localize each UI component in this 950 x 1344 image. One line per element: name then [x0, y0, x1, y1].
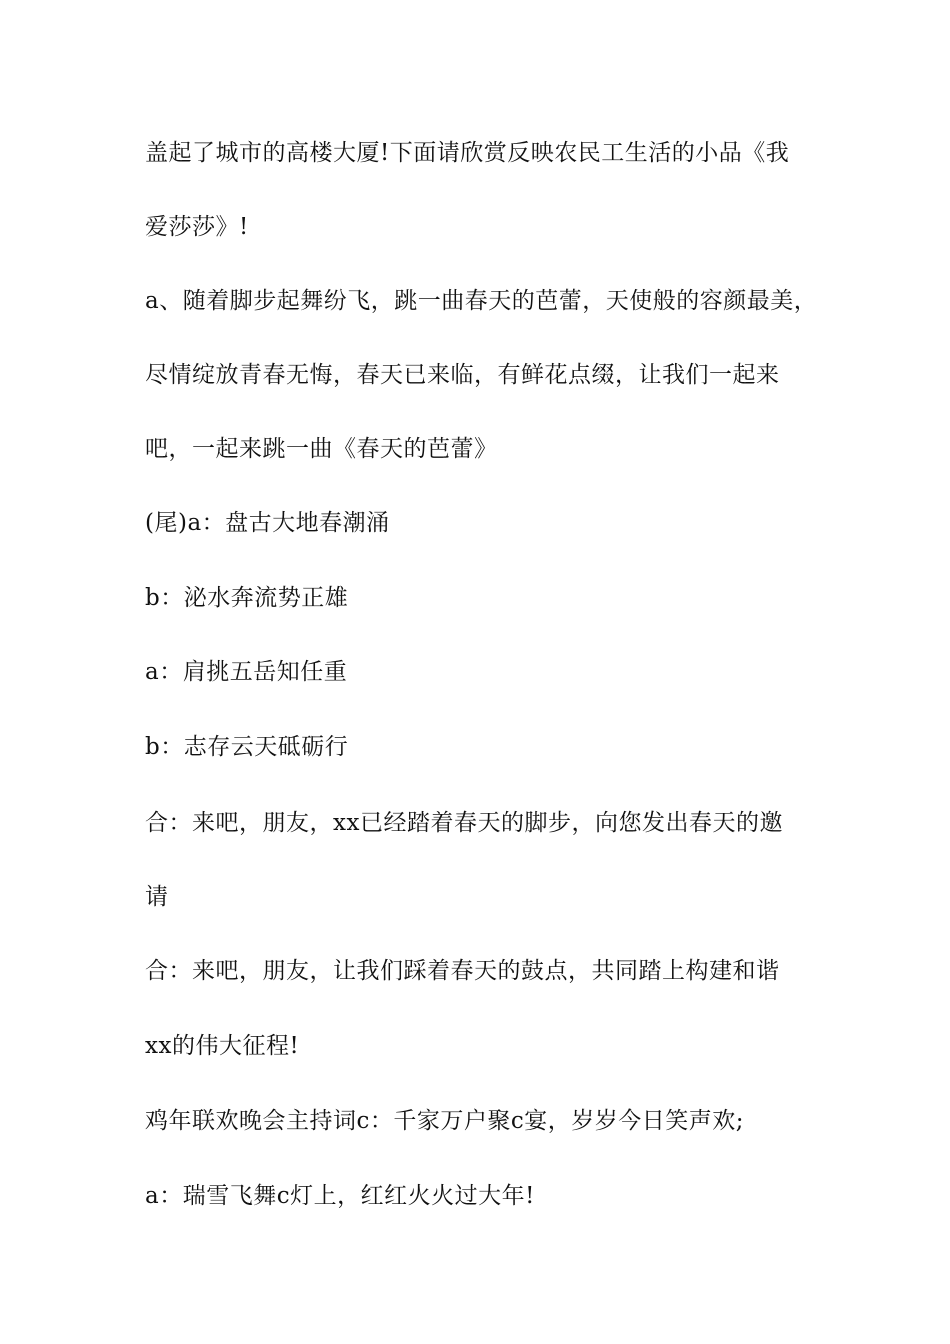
- text-line: 合：来吧，朋友，让我们踩着春天的鼓点，共同踏上构建和谐: [145, 958, 780, 984]
- text-line: b：泌水奔流势正雄: [145, 585, 349, 611]
- text-line: b：志存云天砥砺行: [145, 734, 349, 760]
- text-line: a、随着脚步起舞纷飞，跳一曲春天的芭蕾，天使般的容颜最美，: [145, 288, 818, 314]
- text-line: xx的伟大征程!: [145, 1033, 300, 1059]
- text-line: 盖起了城市的高楼大厦!下面请欣赏反映农民工生活的小品《我: [145, 140, 790, 166]
- text-line: 吧，一起来跳一曲《春天的芭蕾》: [145, 436, 498, 462]
- text-line: a：肩挑五岳知任重: [145, 659, 348, 685]
- text-line: 合：来吧，朋友，xx已经踏着春天的脚步，向您发出春天的邀: [145, 810, 783, 836]
- text-line: 爱莎莎》!: [145, 214, 249, 240]
- text-line: (尾)a：盘古大地春潮涌: [145, 510, 390, 536]
- text-line: 尽情绽放青春无悔，春天已来临，有鲜花点缀，让我们一起来: [145, 362, 780, 388]
- text-line: 请: [145, 884, 169, 910]
- text-line: 鸡年联欢晚会主持词c：千家万户聚c宴，岁岁今日笑声欢;: [145, 1108, 745, 1134]
- text-line: a：瑞雪飞舞c灯上，红红火火过大年!: [145, 1183, 535, 1209]
